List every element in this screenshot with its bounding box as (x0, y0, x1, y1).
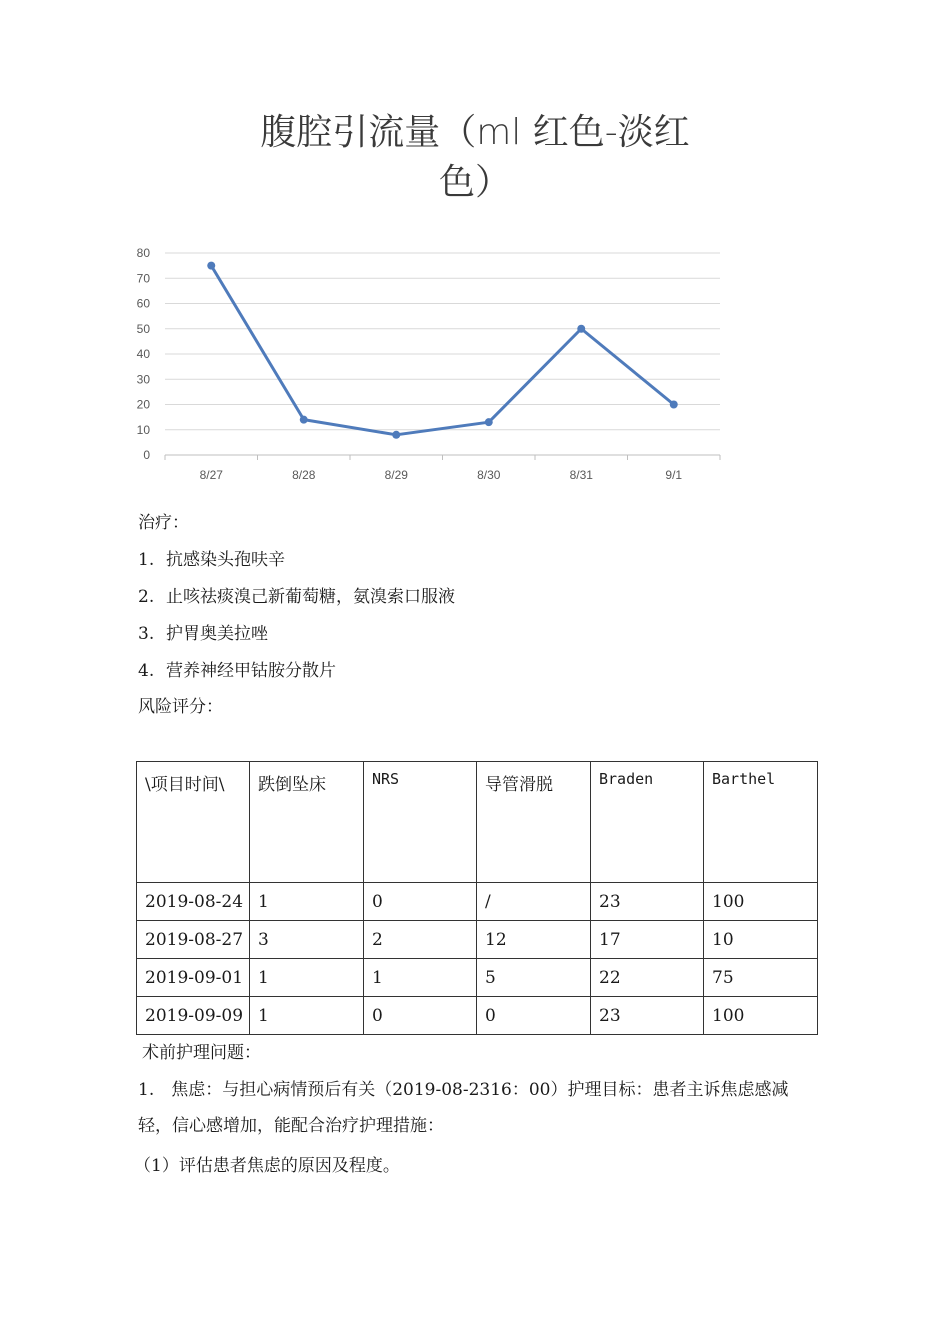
treatment-item-text: 营养神经甲钴胺分散片 (166, 661, 336, 681)
table-cell: 0 (477, 997, 591, 1035)
table-cell: 2019-09-01 (137, 959, 250, 997)
table-cell: 1 (250, 883, 364, 921)
treatment-item-number: 4. (138, 661, 155, 681)
table-cell: 5 (477, 959, 591, 997)
table-cell: 10 (704, 921, 818, 959)
data-point (670, 401, 678, 409)
header-nrs: NRS (364, 762, 477, 883)
y-tick-label: 40 (136, 347, 150, 361)
treatment-item (138, 585, 455, 609)
table-row (137, 883, 818, 921)
series-line (211, 266, 674, 435)
treatment-item-number: 3. (138, 624, 155, 644)
table-cell: 17 (591, 921, 704, 959)
table-cell: 0 (364, 997, 477, 1035)
table-cell: 2019-08-24 (137, 883, 250, 921)
x-tick-label: 8/31 (569, 468, 593, 482)
y-tick-label: 70 (136, 271, 150, 286)
table-cell: / (477, 883, 591, 921)
x-tick-label: 8/28 (292, 468, 316, 482)
table-cell: 12 (477, 921, 591, 959)
risk-heading: 风险评分： (138, 697, 223, 717)
header-item-time: \项目时间\ (137, 762, 250, 883)
table-cell: 2019-09-09 (137, 997, 250, 1035)
line-chart (120, 236, 740, 496)
table-cell: 3 (250, 921, 364, 959)
data-point (300, 416, 308, 424)
preop-heading: 术前护理问题： (142, 1043, 261, 1063)
table-cell: 0 (364, 883, 477, 921)
table-cell: 75 (704, 959, 818, 997)
table-row (137, 959, 818, 997)
table-cell: 1 (364, 959, 477, 997)
header-fall-risk: 跌倒坠床 (250, 762, 364, 883)
table-row (137, 997, 818, 1035)
preop-item-1: 1. 焦虑：与担心病情预后有关（2019-08-2316：00）护理目标：患者主诉焦虑感减轻，信心感增加，能配合治疗护理措施： (138, 1080, 789, 1136)
header-braden: Braden (591, 762, 704, 883)
table-cell: 100 (704, 997, 818, 1035)
x-tick-label: 9/1 (665, 468, 683, 482)
treatment-item-text: 护胃奥美拉唑 (166, 624, 268, 644)
treatment-item (138, 548, 285, 572)
table-cell: 23 (591, 883, 704, 921)
treatment-item-number: 1. (138, 550, 155, 570)
table-cell: 22 (591, 959, 704, 997)
header-barthel: Barthel (704, 762, 818, 883)
table-cell: 23 (591, 997, 704, 1035)
x-tick-label: 8/30 (477, 468, 501, 482)
y-tick-label: 50 (136, 321, 150, 336)
data-point (207, 262, 215, 270)
y-tick-label: 60 (136, 296, 150, 311)
treatment-item-text: 止咳祛痰溴己新葡萄糖，氨溴索口服液 (166, 587, 455, 607)
header-catheter: 导管滑脱 (477, 762, 591, 883)
data-point (485, 418, 493, 426)
table-cell: 100 (704, 883, 818, 921)
treatment-heading: 治疗： (138, 513, 189, 533)
y-tick-label: 30 (136, 372, 150, 387)
y-tick-label: 20 (136, 397, 150, 412)
data-point (392, 431, 400, 439)
treatment-item (138, 659, 336, 683)
table-row (137, 921, 818, 959)
treatment-item (138, 622, 268, 646)
risk-score-table (136, 761, 818, 1035)
treatment-item-text: 抗感染头孢呋辛 (166, 550, 285, 570)
table-cell: 1 (250, 997, 364, 1035)
x-tick-label: 8/27 (199, 468, 223, 482)
table-header-row (137, 762, 818, 883)
data-point (577, 325, 585, 333)
table-cell: 1 (250, 959, 364, 997)
preop-item-1-sub: （1）评估患者焦虑的原因及程度。 (134, 1156, 400, 1176)
chart-title: 腹腔引流量（ml 红色-淡红色） (260, 112, 690, 203)
table-cell: 2 (364, 921, 477, 959)
table-cell: 2019-08-27 (137, 921, 250, 959)
y-tick-label: 80 (136, 246, 150, 260)
x-tick-label: 8/29 (384, 468, 408, 482)
y-tick-label: 0 (143, 448, 150, 462)
treatment-item-number: 2. (138, 587, 155, 607)
y-tick-label: 10 (136, 422, 150, 437)
